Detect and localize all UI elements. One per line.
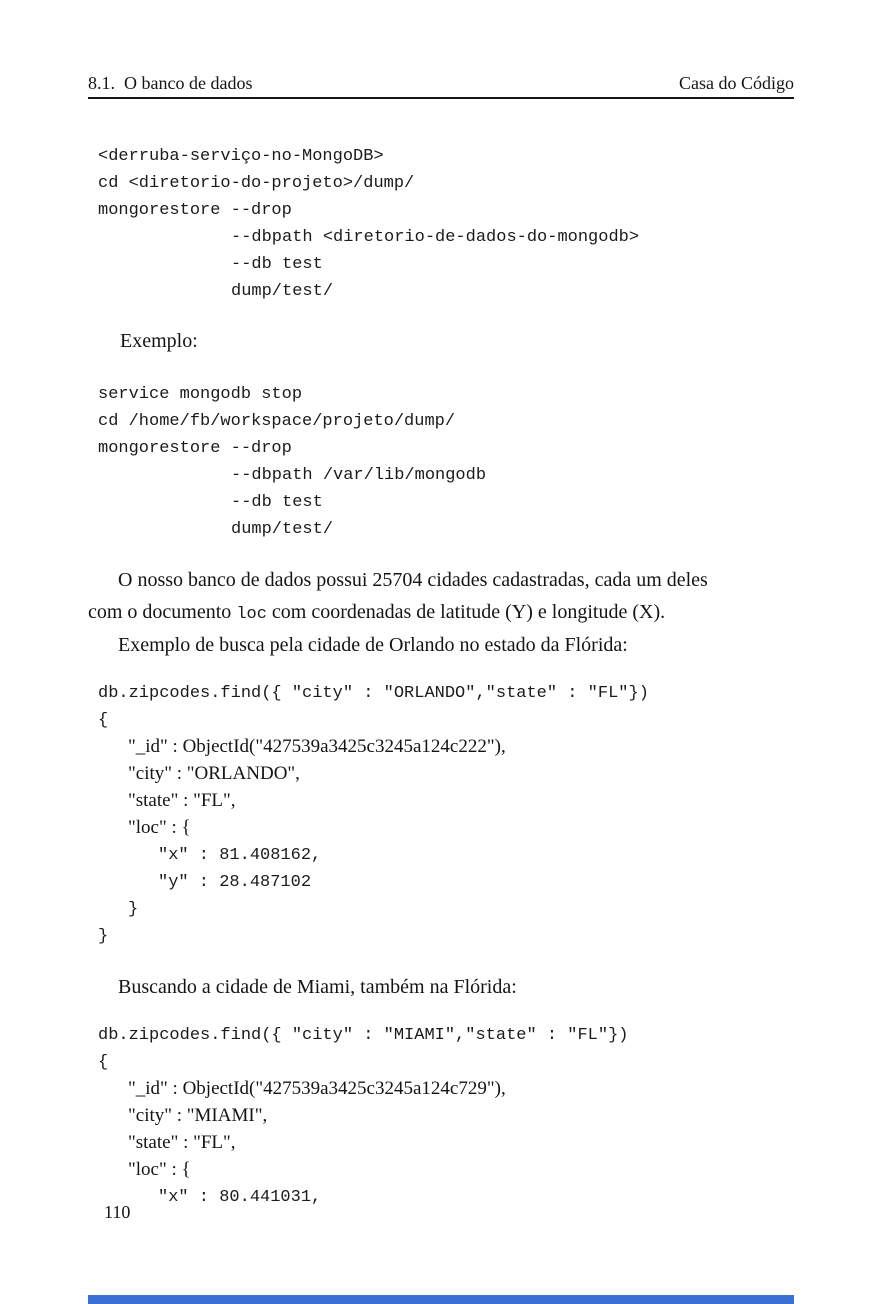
orlando-intro-paragraph: Exemplo de busca pela cidade de Orlando no estado da Flórida:: [118, 634, 628, 656]
exemplo-label: Exemplo:: [120, 330, 198, 352]
section-breadcrumb: 8.1. O banco de dados: [88, 73, 253, 93]
publisher-name: Casa do Código: [679, 73, 794, 93]
intro-paragraph: O nosso banco de dados possui 25704 cidades cadastradas, cada um deles com o documento loc com coordenadas de latitude (Y) e longitude (X).: [88, 569, 708, 624]
code-block-restore-example: service mongodb stop cd /home/fb/workspace/projeto/dump/ mongorestore --drop --dbpath /var/lib/mongodb --db test dump/test/: [98, 385, 487, 539]
code-block-find-orlando: db.zipcodes.find({ "city" : "ORLANDO","state" : "FL"}) { "_id" : ObjectId("427539a3425c3245a124c222"), "city" : "ORLANDO", "state" : "FL", "loc" : { "x" : 81.408162, "y" : 28.487102 } }: [98, 684, 649, 946]
miami-intro-paragraph: Buscando a cidade de Miami, também na Flórida:: [118, 976, 517, 998]
bottom-progress-bar: [88, 1295, 794, 1304]
code-block-find-miami: db.zipcodes.find({ "city" : "MIAMI","state" : "FL"}) { "_id" : ObjectId("427539a3425c3245a124c729"), "city" : "MIAMI", "state" : "FL", "loc" : { "x" : 80.441031,: [98, 1026, 629, 1207]
code-block-restore-template: <derruba-serviço-no-MongoDB> cd <diretorio-do-projeto>/dump/ mongorestore --drop --dbpath <diretorio-de-dados-do-mongodb> --db test dump/test/: [98, 147, 640, 301]
page-header: [88, 0, 794, 94]
page-number: 110: [104, 1202, 131, 1222]
header-rule: [88, 97, 794, 99]
